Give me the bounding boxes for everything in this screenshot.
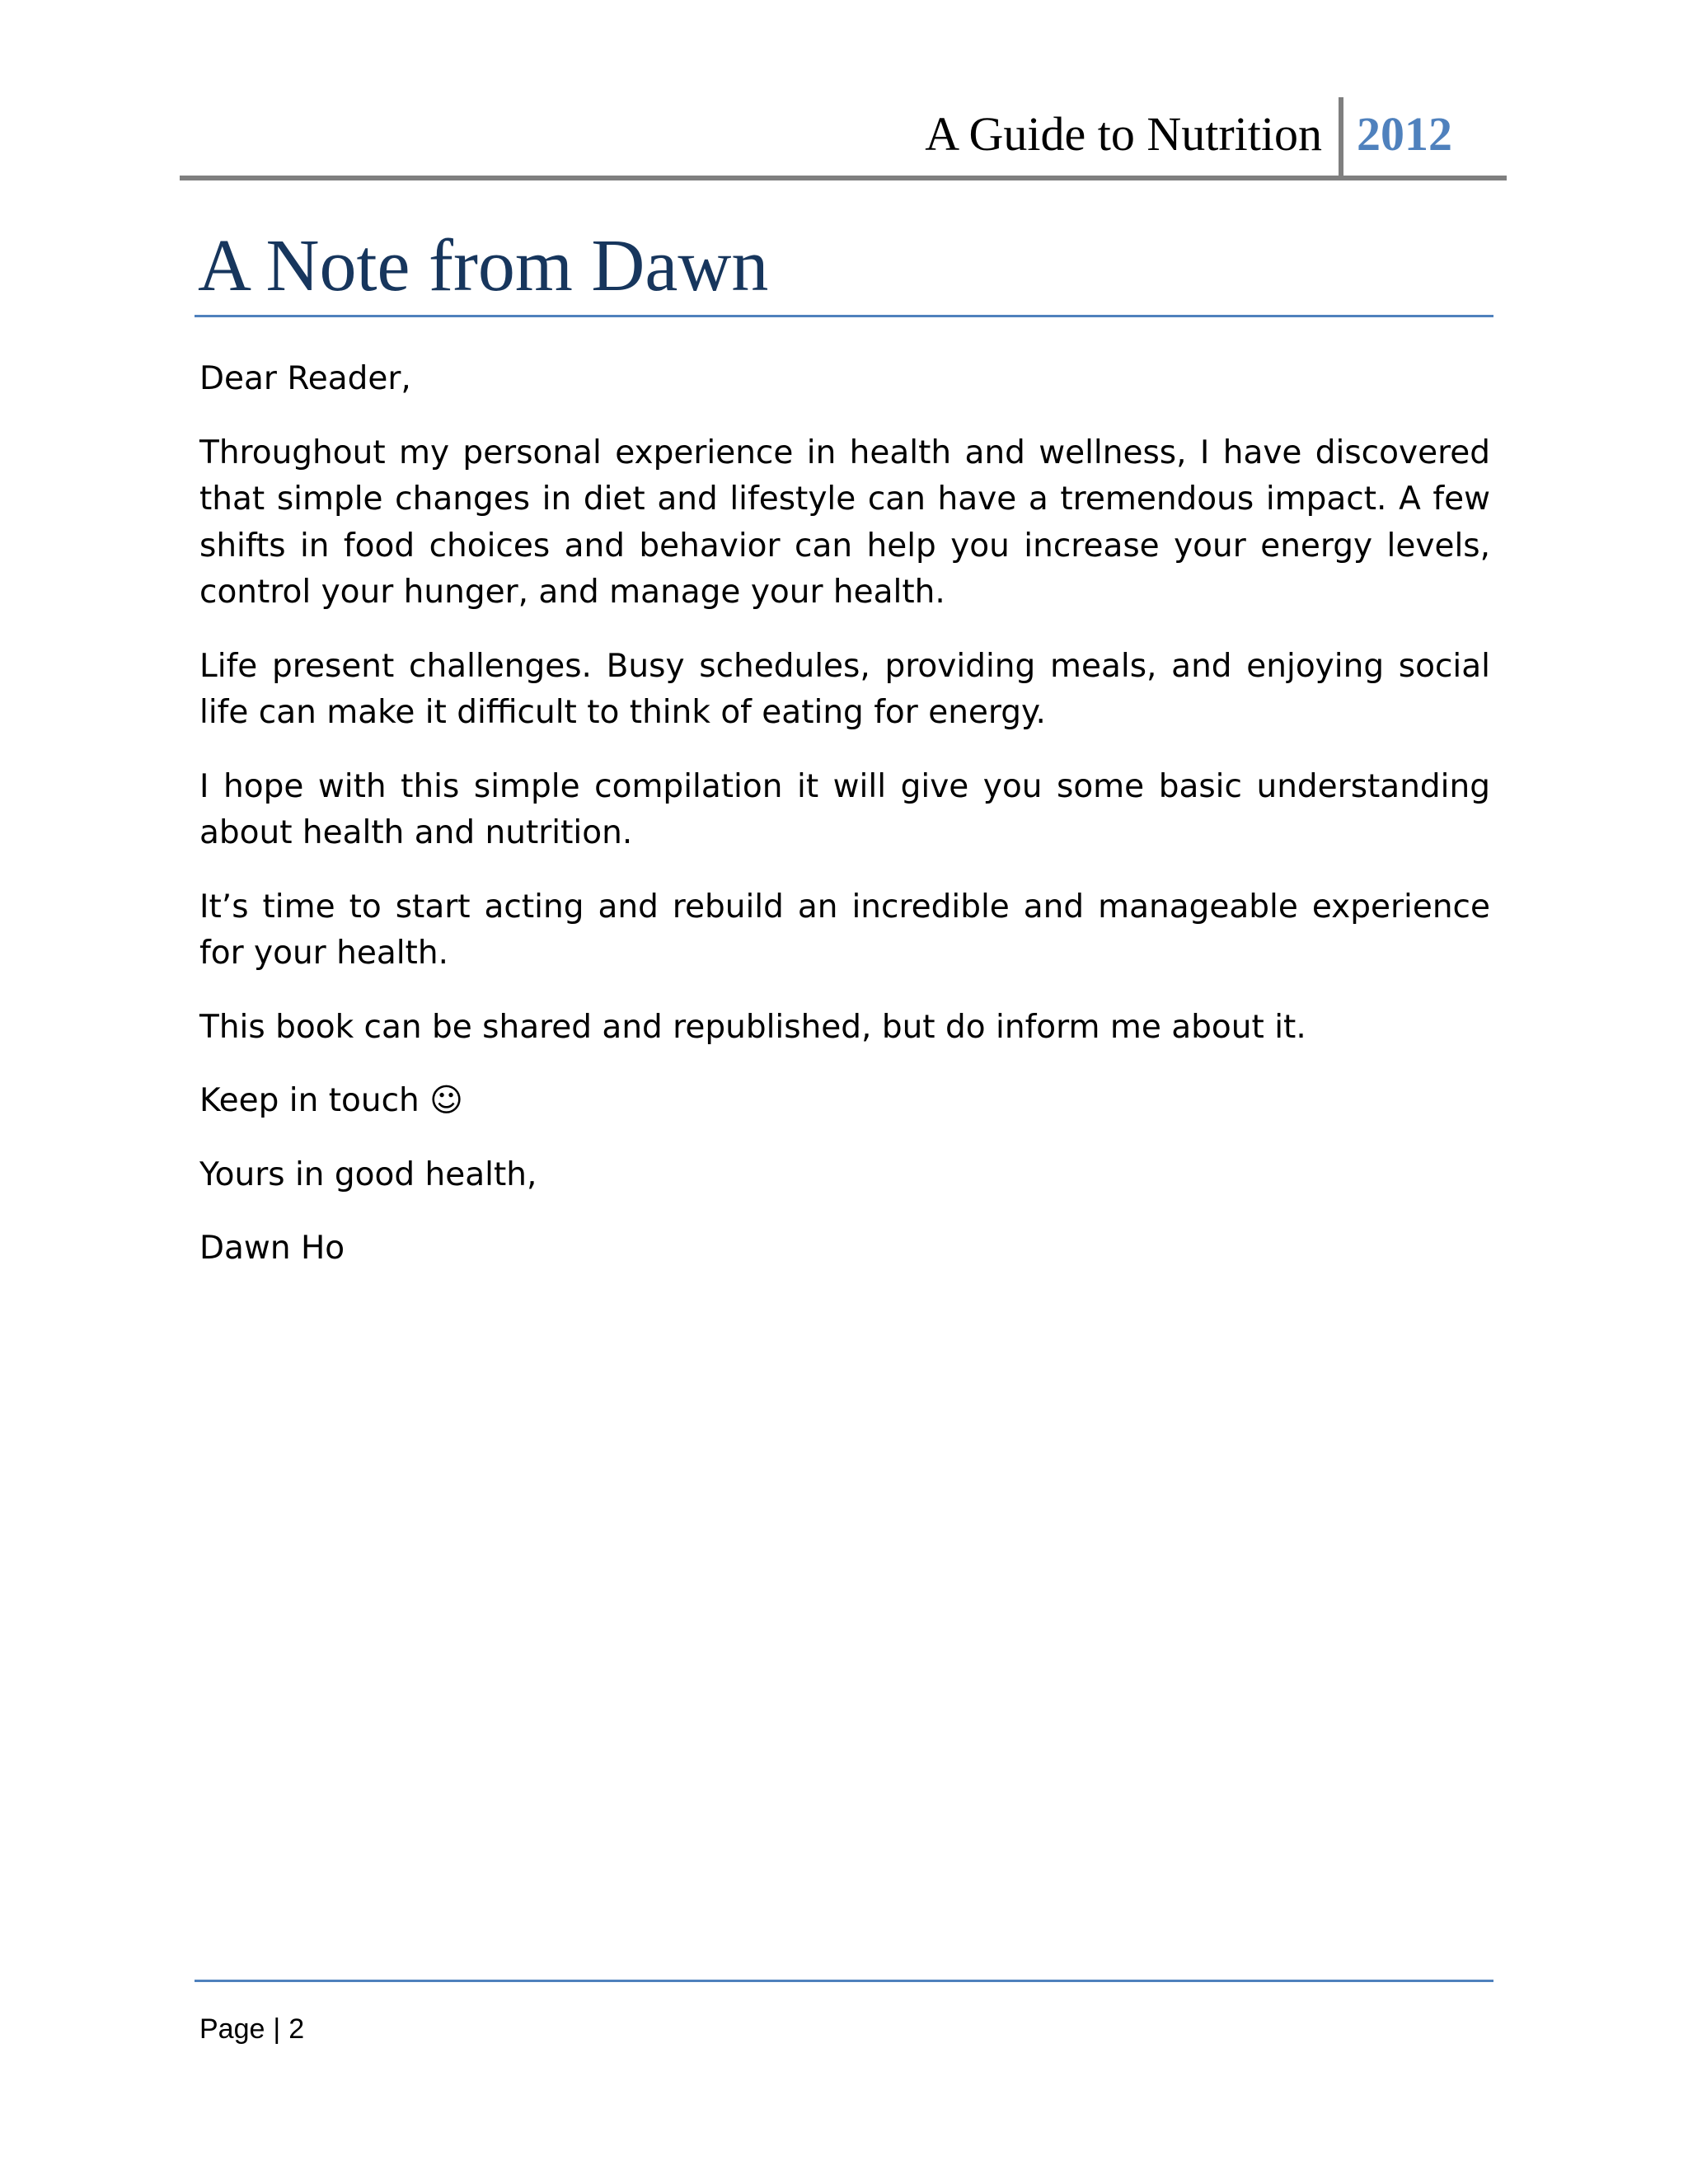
page-label: Page xyxy=(199,2013,265,2045)
page-header xyxy=(180,97,1507,180)
paragraph: Life present challenges. Busy schedules, providing meals, and enjoying social life can make it difficult to think of eating for energy. xyxy=(199,647,1490,731)
page-number: 2 xyxy=(288,2013,305,2045)
keep-in-touch: Keep in touch ☺ xyxy=(199,1082,463,1119)
paragraph: It’s time to start acting and rebuild an incredible and manageable experience for your health. xyxy=(199,888,1490,972)
paragraph: Throughout my personal experience in health and wellness, I have discovered that simple changes in diet and lifestyle can have a tremendous impact. A few shifts in food choices and behavior can help you increase your energy levels, control your hunger, and manage your health. xyxy=(199,434,1490,611)
header-divider xyxy=(1339,97,1343,180)
letter-body xyxy=(199,356,1490,1300)
closing: Yours in good health, xyxy=(199,1155,537,1193)
header-year: 2012 xyxy=(1357,107,1452,161)
header-title: A Guide to Nutrition xyxy=(925,107,1322,161)
paragraph: I hope with this simple compilation it will give you some basic understanding about health and nutrition. xyxy=(199,767,1490,851)
signature: Dawn Ho xyxy=(199,1230,345,1267)
title-rule xyxy=(195,315,1493,317)
paragraph: This book can be shared and republished, but do inform me about it. xyxy=(199,1008,1306,1046)
header-rule xyxy=(180,176,1507,180)
salutation: Dear Reader, xyxy=(199,360,411,397)
page-footer xyxy=(199,2011,304,2047)
page-title: A Note from Dawn xyxy=(198,225,769,307)
page-separator: | xyxy=(273,2013,281,2045)
footer-rule xyxy=(195,1980,1493,1982)
